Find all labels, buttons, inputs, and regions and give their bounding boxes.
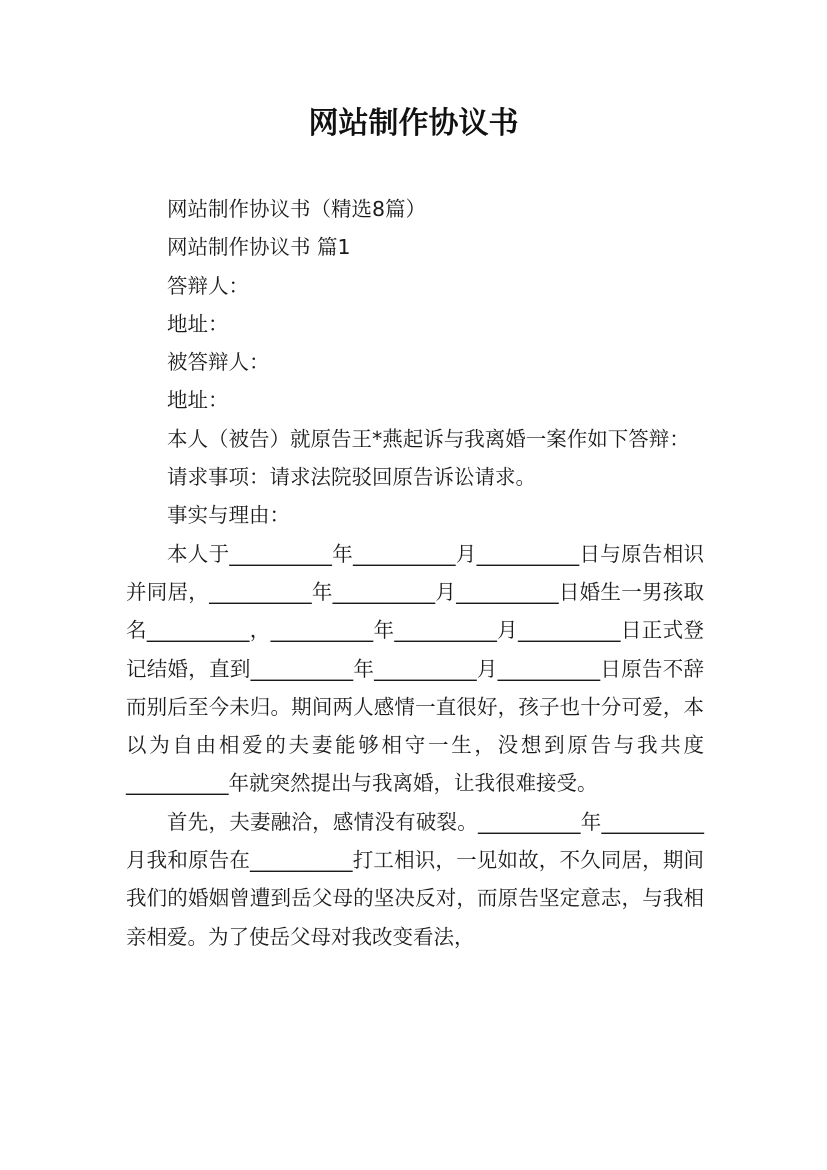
paragraph: 网站制作协议书 篇1 bbox=[167, 235, 351, 260]
paragraph: 本人于__________年__________月__________日与原告相识并同居，__________年__________月__________日婚生一男孩取名__________，__________年__________月__________日正式登记结婚，直到__________年__________月__________日原告不辞而别后至今未归。期间两人感情一直很好，孩子也十分可爱，本以为自由相爱的夫妻能够相守一生，没想到原告与我共度__________年就突然提出与我离婚，让我很难接受。 bbox=[126, 541, 704, 796]
paragraph: 事实与理由： bbox=[167, 503, 290, 528]
document-title: 网站制作协议书 bbox=[308, 106, 519, 141]
paragraph: 网站制作协议书（精选8篇） bbox=[167, 197, 427, 221]
paragraph: 答辩人： bbox=[167, 273, 249, 298]
paragraph: 首先，夫妻融洽，感情没有破裂。__________年__________月我和原告在__________打工相识，一见如故，不久同居，期间我们的婚姻曾遭到岳父母的坚决反对，而原告坚定意志，与我相亲相爱。为了使岳父母对我改变看法， bbox=[126, 809, 704, 949]
paragraph: 本人（被告）就原告王*燕起诉与我离婚一案作如下答辩： bbox=[167, 426, 690, 451]
paragraph: 地址： bbox=[167, 388, 229, 413]
document-body bbox=[126, 190, 704, 956]
paragraph: 地址： bbox=[167, 311, 229, 336]
paragraph: 请求事项：请求法院驳回原告诉讼请求。 bbox=[167, 465, 536, 490]
paragraph: 被答辩人： bbox=[167, 350, 270, 375]
